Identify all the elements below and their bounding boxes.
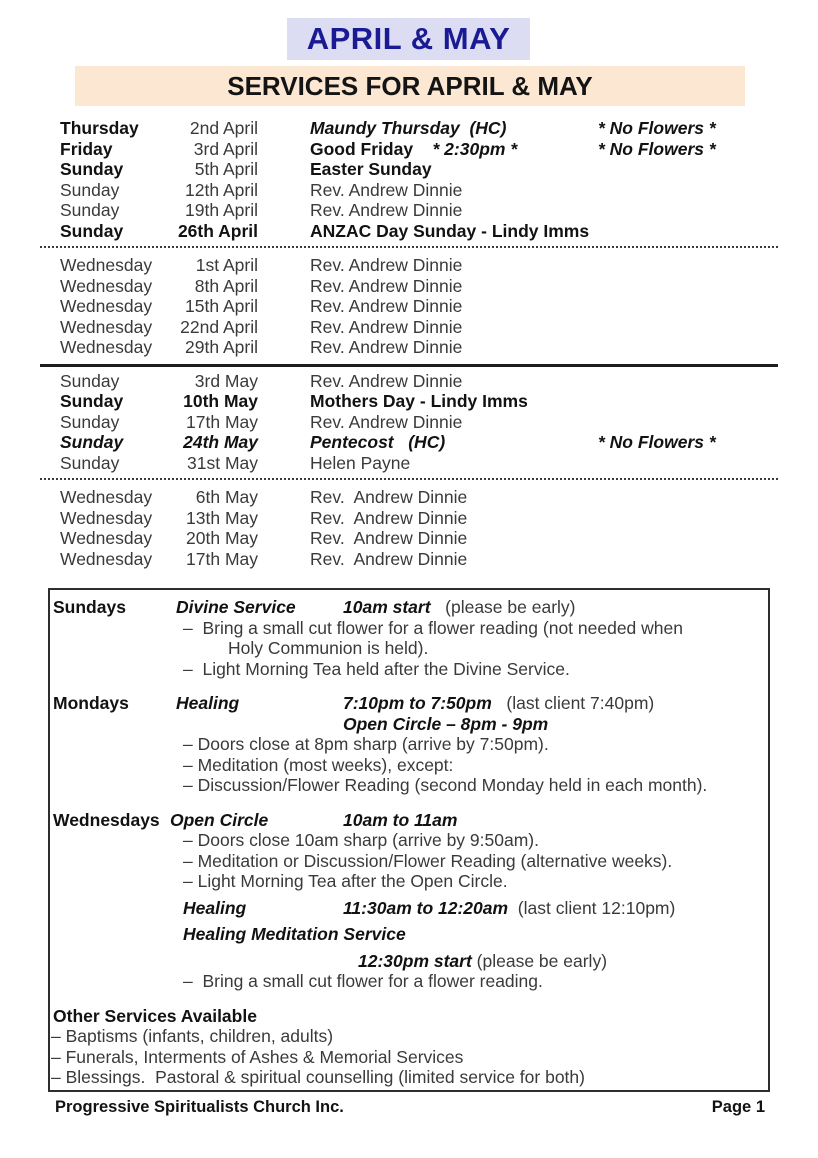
time-slot xyxy=(343,898,675,919)
text-segment: Friday xyxy=(60,138,113,159)
text-segment: 10am start xyxy=(343,597,431,617)
date-cell xyxy=(140,139,258,160)
info-line xyxy=(50,830,768,851)
text-segment: 17th May xyxy=(186,548,258,569)
bullet-slot xyxy=(183,851,672,872)
schedule-row xyxy=(0,412,818,433)
april-sundays-section xyxy=(0,118,818,241)
date-cell xyxy=(140,118,258,139)
text-segment: Mothers Day - Lindy Imms xyxy=(310,391,528,411)
info-line xyxy=(50,693,768,714)
text-segment: (please be early) xyxy=(471,950,608,971)
date-cell xyxy=(140,508,258,529)
date-cell xyxy=(140,412,258,433)
text-segment: – Blessings. Pastoral & spiritual counselling (limited service for both) xyxy=(51,1067,585,1087)
desc-cell xyxy=(310,317,462,338)
day-cell xyxy=(60,159,123,180)
bullet-slot xyxy=(183,871,508,892)
text-segment: 8th April xyxy=(194,275,258,296)
text-segment: 29th April xyxy=(185,337,258,357)
text-segment: Healing xyxy=(176,693,240,713)
desc-cell xyxy=(310,255,462,276)
text-segment: Rev. Andrew Dinnie xyxy=(310,528,468,548)
info-line xyxy=(50,714,768,735)
desc-cell xyxy=(310,276,462,297)
text-segment: * No Flowers * xyxy=(598,118,716,138)
schedule-row xyxy=(0,508,818,529)
desc-cell xyxy=(310,528,467,549)
footer-organisation: Progressive Spiritualists Church Inc. xyxy=(55,1098,344,1116)
info-line xyxy=(50,1026,768,1047)
desc-cell xyxy=(310,337,462,358)
text-segment: – Doors close at 8pm sharp (arrive by 7:50pm). xyxy=(183,734,549,754)
flowers-cell xyxy=(598,139,716,160)
bullet-slot xyxy=(183,734,549,755)
text-segment: Rev. Andrew Dinnie xyxy=(310,296,463,316)
text-segment: ANZAC Day Sunday - Lindy Imms xyxy=(310,220,590,241)
bullet-slot xyxy=(183,755,453,776)
text-segment: Sunday xyxy=(60,411,120,432)
day-slot xyxy=(53,810,160,831)
text-segment: Rev. Andrew Dinnie xyxy=(310,411,463,432)
text-segment: – Doors close 10am sharp (arrive by 9:50am). xyxy=(183,830,539,850)
page-footer xyxy=(0,1098,818,1117)
text-segment: 2nd April xyxy=(189,118,258,138)
day-cell xyxy=(60,508,152,529)
desc-cell xyxy=(310,139,517,160)
day-slot xyxy=(53,1006,257,1027)
day-cell xyxy=(60,255,152,276)
text-segment: – Discussion/Flower Reading (second Monday held in each month). xyxy=(183,775,708,795)
info-line xyxy=(50,971,768,992)
schedule-row xyxy=(0,371,818,392)
day-cell xyxy=(60,432,123,453)
date-cell xyxy=(140,180,258,201)
text-segment: 20th May xyxy=(186,528,258,548)
bullet-slot xyxy=(183,775,707,796)
schedule-row xyxy=(0,221,818,242)
info-line xyxy=(50,1067,768,1088)
date-cell xyxy=(140,200,258,221)
desc-cell xyxy=(310,549,467,570)
text-segment: Rev. Andrew Dinnie xyxy=(310,200,463,220)
schedule-row xyxy=(0,255,818,276)
schedule-row xyxy=(0,528,818,549)
service-wed-slot xyxy=(170,810,268,831)
text-segment: Wednesday xyxy=(60,487,153,507)
desc-cell xyxy=(310,487,467,508)
text-segment: Sunday xyxy=(60,220,124,241)
info-line xyxy=(50,638,768,659)
schedule-row xyxy=(0,317,818,338)
text-segment: Wednesday xyxy=(60,528,153,548)
text-segment: 10am to 11am xyxy=(343,809,458,830)
text-segment: 12th April xyxy=(185,179,258,200)
desc-cell xyxy=(310,159,432,180)
date-cell xyxy=(140,255,258,276)
text-segment: Mondays xyxy=(53,693,129,713)
bullet-flush-slot xyxy=(51,1047,463,1068)
text-segment: * 2:30pm * xyxy=(413,138,518,159)
service-sub-slot xyxy=(183,898,246,919)
text-segment: Sunday xyxy=(60,432,124,452)
text-segment: 12:30pm start xyxy=(358,950,472,971)
info-line xyxy=(50,898,768,919)
text-segment: Rev. Andrew Dinnie xyxy=(310,548,468,569)
weekly-services-info-box xyxy=(48,588,770,1092)
info-line xyxy=(50,951,768,972)
text-segment: – Meditation or Discussion/Flower Reading (alternative weeks). xyxy=(183,850,673,871)
text-segment: 22nd April xyxy=(180,316,258,337)
date-cell xyxy=(140,391,258,412)
text-segment: Thursday xyxy=(60,118,139,138)
text-segment: Healing xyxy=(183,897,247,918)
solid-separator xyxy=(40,364,778,367)
day-cell xyxy=(60,221,123,242)
text-segment: 1st April xyxy=(195,255,258,275)
schedule-row xyxy=(0,453,818,474)
schedule-row xyxy=(0,118,818,139)
text-segment: – Bring a small cut flower for a flower reading (not needed when xyxy=(183,617,683,638)
schedule-row xyxy=(0,180,818,201)
day-cell xyxy=(60,296,152,317)
schedule-row xyxy=(0,432,818,453)
desc-cell xyxy=(310,508,467,529)
text-segment: Wednesday xyxy=(60,275,153,296)
text-segment: Sunday xyxy=(60,179,120,200)
april-wednesdays-section xyxy=(0,255,818,358)
text-segment: 15th April xyxy=(185,296,258,316)
date-cell xyxy=(140,337,258,358)
service-slot xyxy=(176,693,239,714)
text-segment: (last client 12:10pm) xyxy=(508,897,676,918)
text-segment: Good Friday xyxy=(310,138,414,159)
bullet-slot xyxy=(183,830,539,851)
text-segment: 10th May xyxy=(183,391,258,411)
text-segment: – Baptisms (infants, children, adults) xyxy=(51,1026,334,1046)
text-segment: Sunday xyxy=(60,200,120,220)
desc-cell xyxy=(310,200,462,221)
info-line xyxy=(50,775,768,796)
schedule-row xyxy=(0,391,818,412)
text-segment: Pentecost (HC) xyxy=(310,432,446,452)
text-segment: 6th May xyxy=(195,487,258,507)
text-segment: Sunday xyxy=(60,391,124,411)
info-line xyxy=(50,659,768,680)
date-cell xyxy=(140,549,258,570)
text-segment: Wednesday xyxy=(60,507,153,528)
text-segment: * No Flowers * xyxy=(598,432,716,452)
day-slot xyxy=(53,597,126,618)
may-wednesdays-section xyxy=(0,487,818,569)
time-slot xyxy=(343,597,576,618)
desc-cell xyxy=(310,412,462,433)
text-segment: 7:10pm to 7:50pm xyxy=(343,693,492,713)
text-segment: Open Circle xyxy=(170,809,269,830)
text-segment: Wednesday xyxy=(60,316,153,337)
service-slot xyxy=(176,597,296,618)
schedule-row xyxy=(0,276,818,297)
text-segment: Helen Payne xyxy=(310,452,411,473)
desc-cell xyxy=(310,371,462,392)
desc-cell xyxy=(310,432,445,453)
desc-cell xyxy=(310,180,462,201)
text-segment: Maundy Thursday (HC) xyxy=(310,118,507,138)
day-cell xyxy=(60,549,152,570)
text-segment: * No Flowers * xyxy=(598,138,716,159)
may-sundays-section xyxy=(0,371,818,474)
date-cell xyxy=(140,453,258,474)
info-line xyxy=(50,924,768,945)
text-segment: – Meditation (most weeks), except: xyxy=(183,754,454,775)
day-cell xyxy=(60,453,119,474)
text-segment: Rev. Andrew Dinnie xyxy=(310,316,463,337)
time-slot xyxy=(343,693,654,714)
text-segment: (please be early) xyxy=(430,597,576,617)
text-segment: Sundays xyxy=(53,597,126,617)
time-sub-slot xyxy=(358,951,607,972)
text-segment: 3rd April xyxy=(193,138,258,159)
day-cell xyxy=(60,528,152,549)
day-cell xyxy=(60,487,152,508)
text-segment: Open Circle – 8pm - 9pm xyxy=(343,713,549,734)
text-segment: 26th April xyxy=(177,220,258,241)
schedule-row xyxy=(0,549,818,570)
spacer xyxy=(50,796,768,810)
info-line xyxy=(50,1006,768,1027)
schedule-row xyxy=(0,200,818,221)
info-line xyxy=(50,618,768,639)
info-line xyxy=(50,810,768,831)
desc-cell xyxy=(310,453,410,474)
text-segment: 17th May xyxy=(186,411,258,432)
info-line xyxy=(50,851,768,872)
text-segment: 19th April xyxy=(185,200,258,220)
text-segment: Rev. Andrew Dinnie xyxy=(310,487,468,507)
text-segment: Sunday xyxy=(60,159,124,179)
text-segment: 11:30am to 12:20am xyxy=(343,897,509,918)
dotted-separator xyxy=(40,478,778,480)
text-segment: Rev. Andrew Dinnie xyxy=(310,507,468,528)
flowers-cell xyxy=(598,118,716,139)
schedule-row xyxy=(0,159,818,180)
text-segment: Rev. Andrew Dinnie xyxy=(310,179,463,200)
text-segment: Rev. Andrew Dinnie xyxy=(310,370,463,391)
schedule-row xyxy=(0,139,818,160)
time-slot xyxy=(343,714,548,735)
bullet-flush-slot xyxy=(51,1067,585,1088)
day-cell xyxy=(60,391,123,412)
info-line xyxy=(50,734,768,755)
date-cell xyxy=(140,528,258,549)
date-cell xyxy=(140,276,258,297)
bullet-flush-slot xyxy=(51,1026,333,1047)
text-segment: 3rd May xyxy=(194,370,258,391)
flowers-cell xyxy=(598,432,716,453)
text-segment: – Light Morning Tea after the Open Circle. xyxy=(183,871,508,891)
text-segment: 5th April xyxy=(194,159,258,179)
day-cell xyxy=(60,118,139,139)
text-segment: Rev. Andrew Dinnie xyxy=(310,275,463,296)
info-line xyxy=(50,1047,768,1068)
schedule-row xyxy=(0,337,818,358)
info-line xyxy=(50,597,768,618)
schedule-row xyxy=(0,487,818,508)
text-segment: (last client 7:40pm) xyxy=(491,693,655,713)
text-segment: – Funerals, Interments of Ashes & Memorial Services xyxy=(51,1046,464,1067)
day-slot xyxy=(53,693,129,714)
info-line xyxy=(50,755,768,776)
date-cell xyxy=(140,159,258,180)
day-cell xyxy=(60,371,119,392)
time-slot xyxy=(343,810,457,831)
desc-cell xyxy=(310,391,528,412)
text-segment: Wednesdays xyxy=(53,809,160,830)
text-segment: Other Services Available xyxy=(53,1005,257,1026)
text-segment: 13th May xyxy=(186,507,258,528)
day-cell xyxy=(60,276,152,297)
footer-page-number: Page 1 xyxy=(711,1098,765,1116)
desc-cell xyxy=(310,118,506,139)
bullet-slot xyxy=(183,971,543,992)
text-segment: 24th May xyxy=(183,432,258,452)
services-schedule xyxy=(0,118,818,569)
date-cell xyxy=(140,296,258,317)
schedule-row xyxy=(0,296,818,317)
service-sub-slot xyxy=(183,924,406,945)
desc-cell xyxy=(310,221,589,242)
bullet-slot xyxy=(183,659,570,680)
text-segment: Wednesday xyxy=(60,255,153,275)
text-segment: – Light Morning Tea held after the Divine Service. xyxy=(183,658,570,679)
text-segment: – Bring a small cut flower for a flower reading. xyxy=(183,971,543,991)
date-cell xyxy=(140,432,258,453)
text-segment: 31st May xyxy=(187,452,258,473)
day-cell xyxy=(60,200,119,221)
desc-cell xyxy=(310,296,462,317)
day-cell xyxy=(60,412,119,433)
day-cell xyxy=(60,139,113,160)
date-cell xyxy=(140,371,258,392)
text-segment: Easter Sunday xyxy=(310,159,432,179)
cont-slot xyxy=(228,638,428,659)
text-segment: Wednesday xyxy=(60,548,153,569)
text-segment: Holy Communion is held). xyxy=(228,638,429,658)
services-header: SERVICES FOR APRIL & MAY xyxy=(75,66,745,106)
text-segment: Sunday xyxy=(60,452,120,473)
page-title: APRIL & MAY xyxy=(287,18,530,60)
text-segment: Rev. Andrew Dinnie xyxy=(310,337,463,357)
date-cell xyxy=(140,221,258,242)
text-segment: Divine Service xyxy=(176,597,296,617)
text-segment: Healing Meditation Service xyxy=(183,924,406,944)
info-line xyxy=(50,871,768,892)
text-segment: Wednesday xyxy=(60,337,153,357)
text-segment: Sunday xyxy=(60,370,120,391)
date-cell xyxy=(140,317,258,338)
bullet-slot xyxy=(183,618,683,639)
day-cell xyxy=(60,317,152,338)
dotted-separator xyxy=(40,246,778,248)
spacer xyxy=(50,679,768,693)
text-segment: Wednesday xyxy=(60,296,153,316)
date-cell xyxy=(140,487,258,508)
day-cell xyxy=(60,337,152,358)
text-segment: Rev. Andrew Dinnie xyxy=(310,255,463,275)
day-cell xyxy=(60,180,119,201)
spacer xyxy=(50,992,768,1006)
